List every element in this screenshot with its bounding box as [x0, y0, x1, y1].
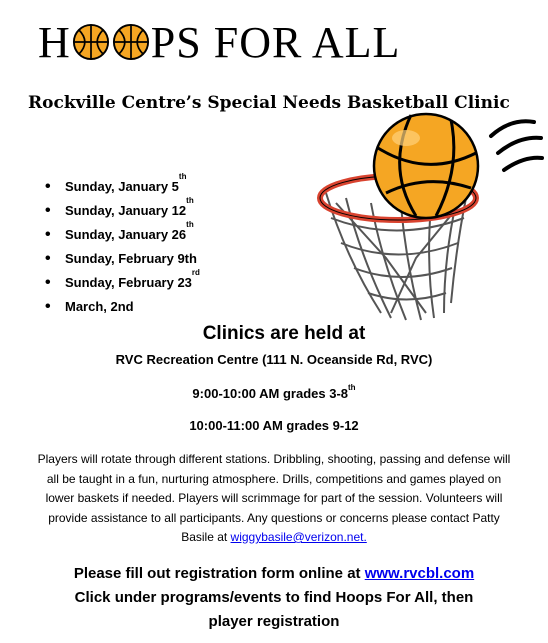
basketball-icon	[112, 23, 150, 61]
registration-instructions: Please fill out registration form online at www.rvcbl.com Click under programs/events to find Hoops For All, then player registration	[0, 562, 548, 634]
email-link[interactable]: wiggybasile@verizon.net.	[230, 530, 367, 544]
clinic-dates-list	[40, 172, 200, 319]
list-item: • March, 2nd	[40, 295, 200, 319]
clinics-section	[0, 323, 548, 345]
list-item: • Sunday, January 26th	[40, 223, 200, 247]
description-paragraph: Players will rotate through different stations. Dribbling, shooting, passing and defense will all be taught in a fun, nurturing atmosphere. Drills, competitions and games played on lower baskets if needed. Players will scrimmage for part of the session. Volunteers will provide assistance to all participants. Any questions or concerns please contact Patty Basile at wiggybasile@verizon.net.	[37, 452, 511, 544]
list-item: • Sunday, January 12th	[40, 199, 200, 223]
title-prefix: H	[38, 17, 71, 67]
list-item: • Sunday, February 9th	[40, 247, 200, 271]
list-item: • Sunday, February 23rd	[40, 271, 200, 295]
registration-line3: player registration	[208, 613, 340, 630]
basketball-hoop-icon	[286, 108, 546, 333]
clinics-heading: Clinics are held at	[202, 323, 366, 344]
session-early: 9:00-10:00 AM grades 3-8th	[192, 383, 356, 401]
website-link[interactable]: www.rvcbl.com	[364, 565, 475, 582]
title-suffix: PS FOR ALL	[150, 17, 401, 67]
basketball-icon	[72, 23, 110, 61]
subtitle: Rockville Centre’s Special Needs Basketball Clinic	[28, 93, 510, 113]
page-title	[38, 14, 458, 70]
session-late: 10:00-11:00 AM grades 9-12	[189, 418, 359, 433]
list-item: • Sunday, January 5th	[40, 175, 200, 199]
registration-line2: Click under programs/events to find Hoops For All, then	[74, 589, 474, 606]
location-text: RVC Recreation Centre (111 N. Oceanside Rd, RVC)	[115, 352, 433, 367]
